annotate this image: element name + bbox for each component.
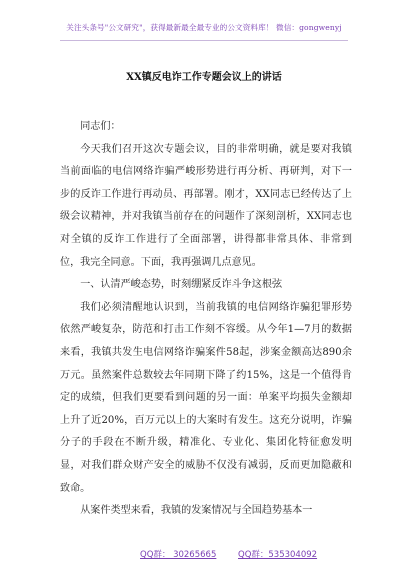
section-heading: 一、认清严峻态势，时刻绷紧反诈斗争这根弦 bbox=[80, 279, 283, 291]
body-paragraph: 今天我们召开这次专题会议，目的非常明确，就是要对我镇当前面临的电信网络诈骗严峻形势进行再分析、再研判，对下一步的反诈工作进行再动员、再部署。刚才，XX同志已经传达了上级会议精神，并对我镇当前存在的问题作了深刻剖析，XX同志也对全镇的反诈工作进行了全面部署，讲得都非常具体、非常到位，我完全同意。下面，我再强调几点意见。 bbox=[60, 143, 352, 268]
header-divider bbox=[60, 40, 348, 41]
header-promo-note: 关注头条号"公文研究"，获得最新最全最专业的公文资料库！ 微信：gongwenyj bbox=[66, 23, 342, 32]
document-body bbox=[60, 116, 352, 523]
document-title: XX镇反电诈工作专题会议上的讲话 bbox=[126, 72, 282, 83]
footer bbox=[0, 548, 408, 564]
footer-qq-group-1[interactable]: QQ群： 30265665 bbox=[140, 550, 217, 560]
footer-qq-group-2[interactable]: QQ群：535304092 bbox=[238, 550, 318, 560]
body-paragraph: 从案件类型来看，我镇的发案情况与全国趋势基本一 bbox=[80, 505, 313, 517]
salutation: 同志们： bbox=[80, 121, 121, 132]
body-paragraph: 我们必须清醒地认识到，当前我镇的电信网络诈骗犯罪形势依然严峻复杂，防范和打击工作刻不容缓。从今年1—7月的数据来看，我镇共发生电信网络诈骗案件58起，涉案金额高达890余万元。虽然案件总数较去年同期下降了约15%，这是一个值得肯定的成绩，但我们更要看到问题的另一面：单案平均损失金额却上升了近20%，百万元以上的大案时有发生。这充分说明，诈骗分子的手段在不断升级，精准化、专业化、集团化特征愈发明显，对我们群众财产安全的威胁不仅没有减弱，反而更加隐蔽和致命。 bbox=[60, 301, 352, 494]
